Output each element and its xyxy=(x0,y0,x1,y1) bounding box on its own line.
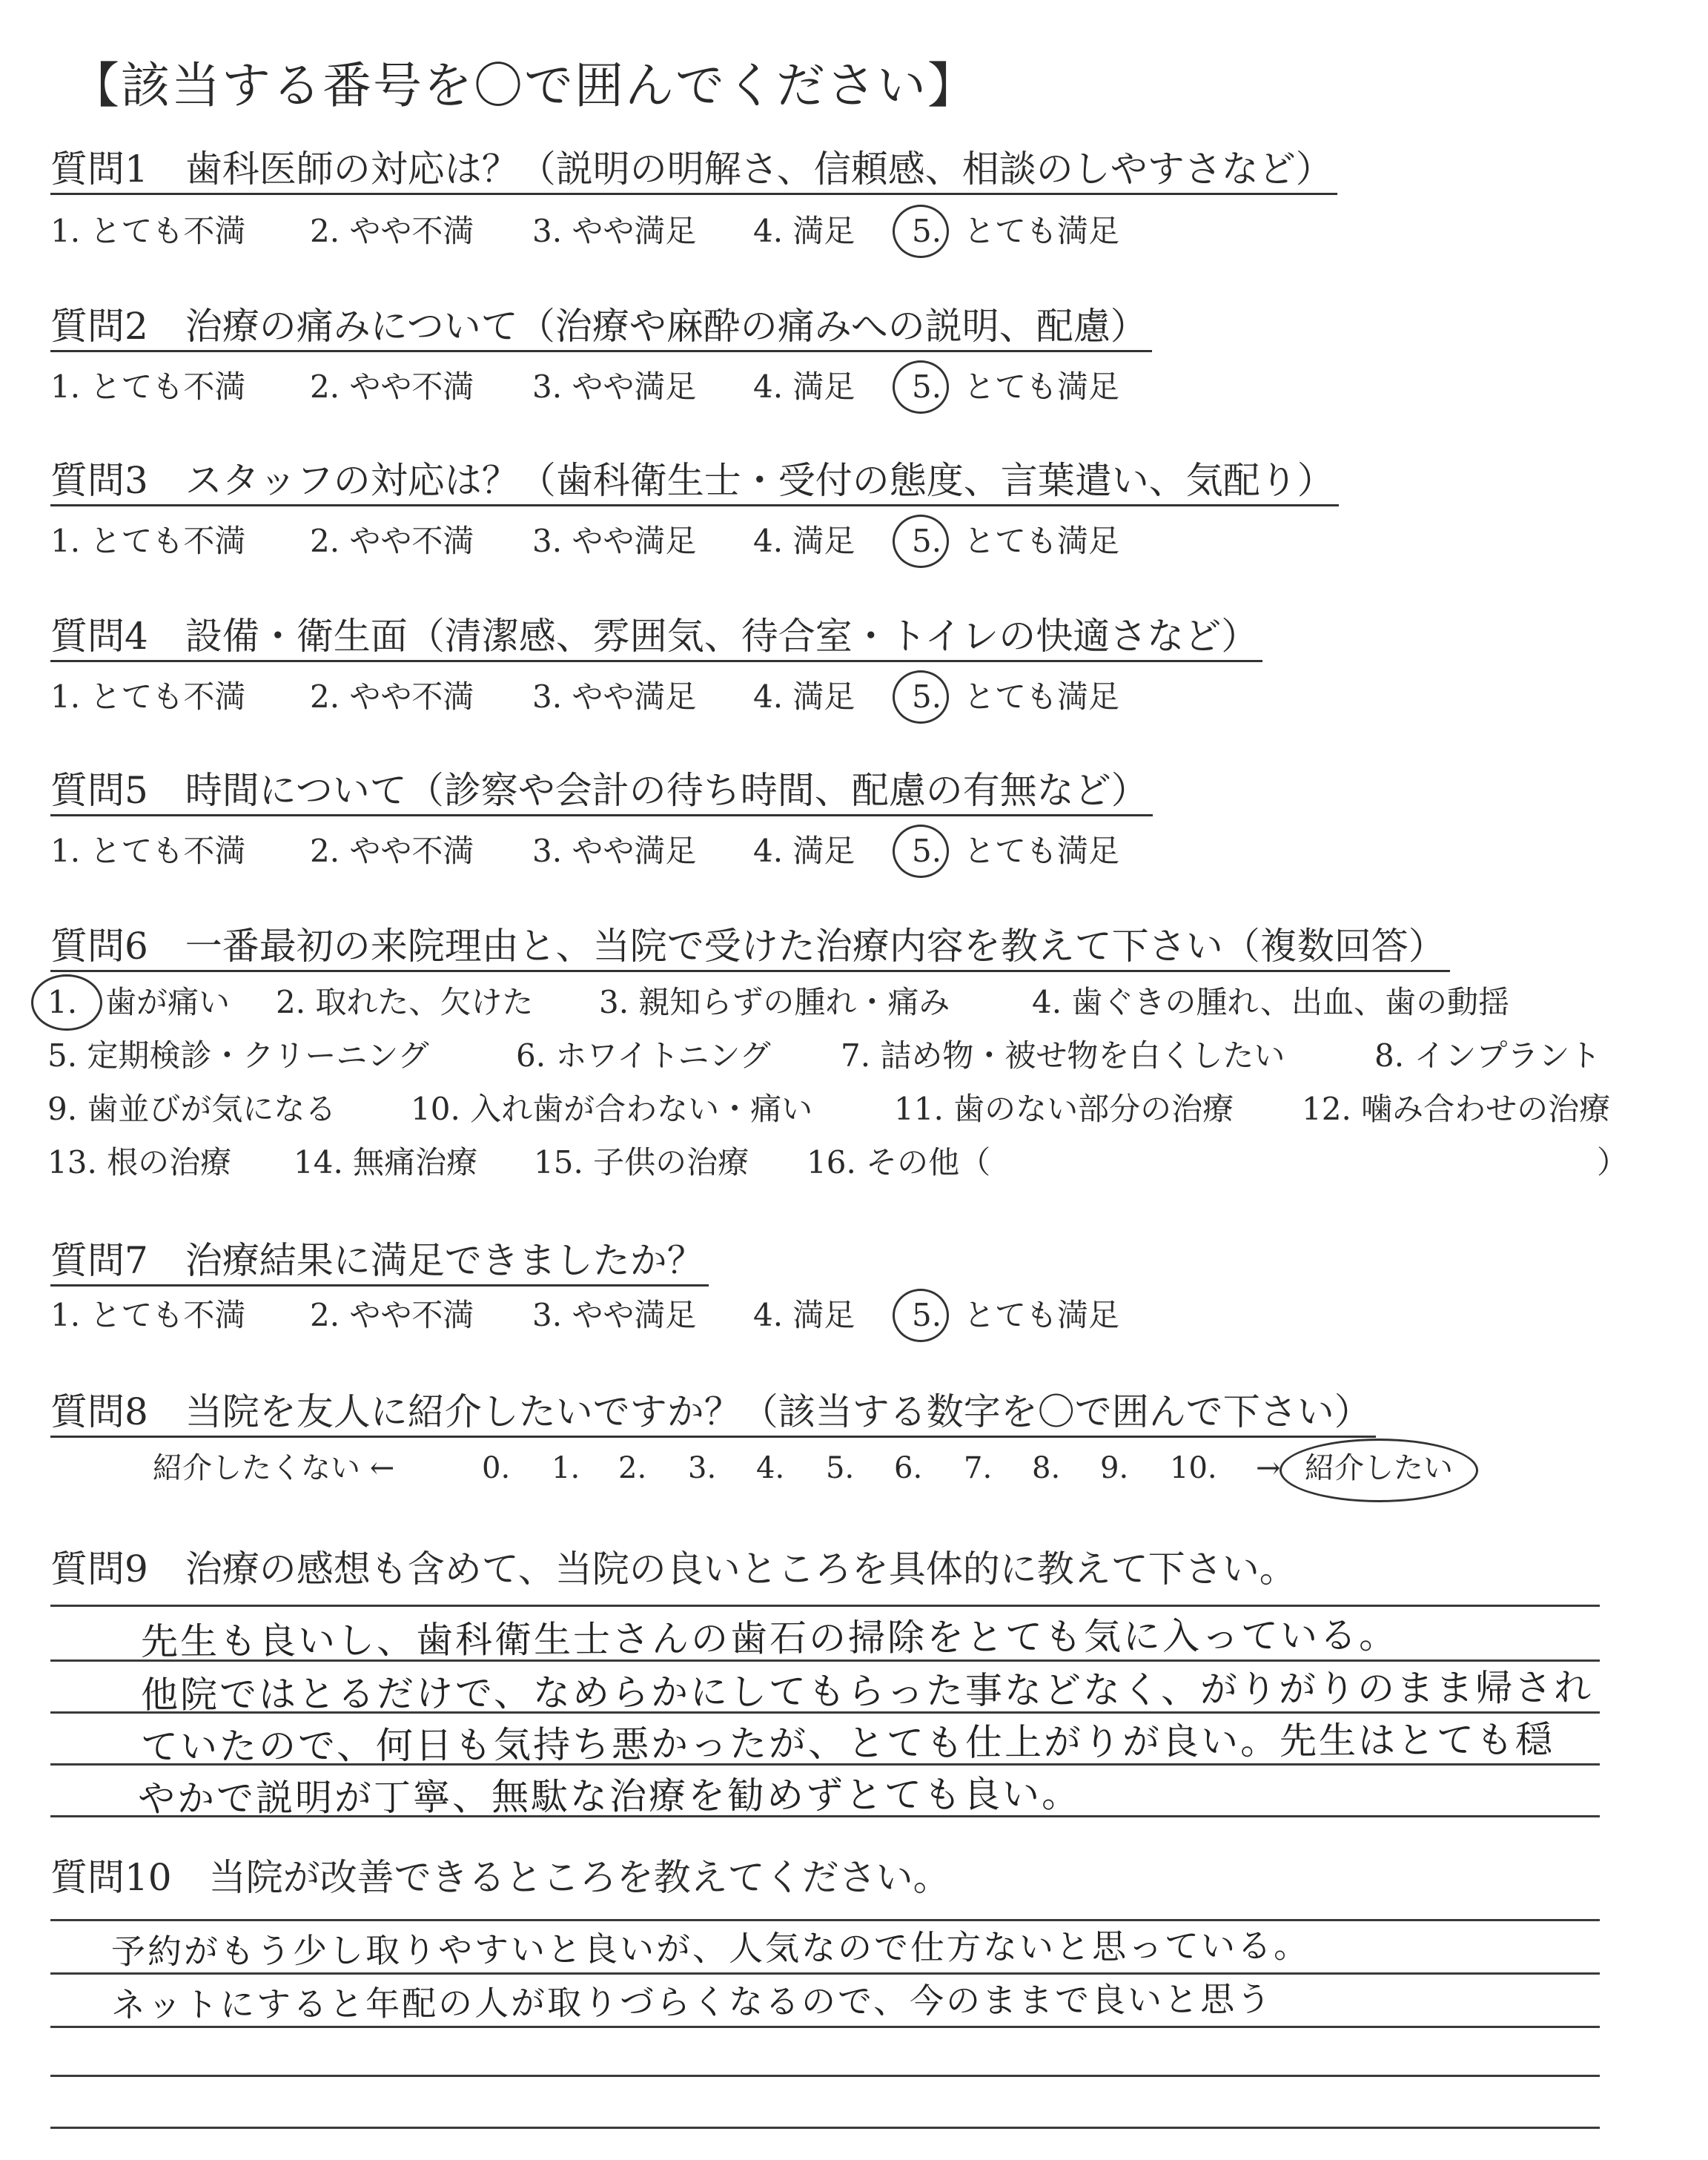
option-1[interactable]: 1. とても不満 xyxy=(50,678,246,715)
option-4[interactable]: 4. 満足 xyxy=(753,833,855,869)
scale-arrow: → xyxy=(1256,1451,1281,1485)
option-3[interactable]: 3. やや満足 xyxy=(532,523,697,559)
q9-answer-line-4[interactable]: やかで説明が丁寧、無駄な治療を勧めずとても良い。 xyxy=(137,1772,1082,1820)
option-1[interactable]: 1. とても不満 xyxy=(50,523,246,559)
option-3[interactable]: 3. やや満足 xyxy=(532,678,697,715)
scale-1[interactable]: 1. xyxy=(552,1451,580,1485)
reason-6[interactable]: 6. ホワイトニング xyxy=(516,1037,771,1074)
option-4[interactable]: 4. 満足 xyxy=(753,678,855,715)
option-2[interactable]: 2. やや不満 xyxy=(310,833,474,869)
option-5[interactable]: 5. xyxy=(912,1297,942,1333)
option-1[interactable]: 1. とても不満 xyxy=(50,833,246,869)
question-8-heading: 質問8 当院を友人に紹介したいですか？（該当する数字を〇で囲んで下さい） xyxy=(50,1390,1376,1438)
reason-10[interactable]: 10. 入れ歯が合わない・痛い xyxy=(411,1091,813,1127)
q9-answer-line-2[interactable]: 他院ではとるだけで、なめらかにしてもらった事などなく、がりがりのまま帰され xyxy=(140,1665,1594,1717)
option-2[interactable]: 2. やや不満 xyxy=(310,1297,474,1333)
option-3[interactable]: 3. やや満足 xyxy=(532,833,697,869)
reason-8[interactable]: 8. インプラント xyxy=(1374,1037,1601,1074)
option-5[interactable]: 5. xyxy=(912,523,942,559)
option-2[interactable]: 2. やや不満 xyxy=(310,678,474,715)
option-5[interactable]: 5. xyxy=(912,678,942,715)
q9-answer-line-1[interactable]: 先生も良いし、歯科衛生士さんの歯石の掃除をとても気に入っている。 xyxy=(140,1614,1399,1663)
option-2[interactable]: 2. やや不満 xyxy=(310,369,474,405)
reason-15[interactable]: 15. 子供の治療 xyxy=(534,1144,749,1180)
question-6-heading: 質問6 一番最初の来院理由と、当院で受けた治療内容を教えて下さい（複数回答） xyxy=(50,924,1450,972)
q9-answer-line-3[interactable]: ていたので、何日も気持ち悪かったが、とても仕上がりが良い。先生はとても穏 xyxy=(140,1718,1555,1768)
q10-answer-line-1[interactable]: 予約がもう少し取りやすいと良いが、人気なので仕方ないと思っている。 xyxy=(110,1925,1311,1972)
scale-2[interactable]: 2. xyxy=(618,1451,647,1485)
answer-line xyxy=(50,2127,1600,2129)
scale-10[interactable]: 10. xyxy=(1170,1451,1217,1485)
reason-16-close-paren: ） xyxy=(1597,1144,1629,1180)
question-9-heading: 質問9 治療の感想も含めて、当院の良いところを具体的に教えて下さい。 xyxy=(50,1548,1297,1591)
scale-9[interactable]: 9. xyxy=(1100,1451,1129,1485)
option-5-label: とても満足 xyxy=(964,523,1120,559)
question-4-heading: 質問4 設備・衛生面（清潔感、雰囲気、待合室・トイレの快適さなど） xyxy=(50,614,1262,662)
answer-line xyxy=(50,2075,1600,2077)
option-1[interactable]: 1. とても不満 xyxy=(50,1297,246,1333)
question-5-heading: 質問5 時間について（診察や会計の待ち時間、配慮の有無など） xyxy=(50,768,1153,816)
reason-1-number[interactable]: 1. xyxy=(47,984,78,1020)
scale-4[interactable]: 4. xyxy=(756,1451,785,1485)
option-5-label: とても満足 xyxy=(964,213,1120,249)
option-5-label: とても満足 xyxy=(964,369,1120,405)
scale-5[interactable]: 5. xyxy=(826,1451,855,1485)
option-4[interactable]: 4. 満足 xyxy=(753,369,855,405)
option-4[interactable]: 4. 満足 xyxy=(753,523,855,559)
option-5-label: とても満足 xyxy=(964,833,1120,869)
option-3[interactable]: 3. やや満足 xyxy=(532,369,697,405)
option-1[interactable]: 1. とても不満 xyxy=(50,213,246,249)
reason-16[interactable]: 16. その他（ xyxy=(807,1144,991,1180)
reason-2[interactable]: 2. 取れた、欠けた xyxy=(276,984,534,1020)
question-7-heading: 質問7 治療結果に満足できましたか？ xyxy=(50,1238,709,1287)
reason-9[interactable]: 9. 歯並びが気になる xyxy=(47,1091,337,1127)
option-2[interactable]: 2. やや不満 xyxy=(310,523,474,559)
question-2-heading: 質問2 治療の痛みについて（治療や麻酔の痛みへの説明、配慮） xyxy=(50,304,1152,352)
question-3-heading: 質問3 スタッフの対応は？（歯科衛生士・受付の態度、言葉遣い、気配り） xyxy=(50,458,1339,506)
reason-11[interactable]: 11. 歯のない部分の治療 xyxy=(894,1091,1234,1127)
option-4[interactable]: 4. 満足 xyxy=(753,213,855,249)
question-1-heading: 質問1 歯科医師の対応は？（説明の明解さ、信頼感、相談のしやすさなど） xyxy=(50,147,1337,195)
reason-4[interactable]: 4. 歯ぐきの腫れ、出血、歯の動揺 xyxy=(1032,984,1509,1020)
q10-answer-line-2[interactable]: ネットにすると年配の人が取りづらくなるので、今のままで良いと思う xyxy=(110,1978,1274,2025)
option-4[interactable]: 4. 満足 xyxy=(753,1297,855,1333)
reason-14[interactable]: 14. 無痛治療 xyxy=(294,1144,478,1180)
reason-13[interactable]: 13. 根の治療 xyxy=(47,1144,232,1180)
page-title: 【該当する番号を〇で囲んでください】 xyxy=(70,57,978,114)
scale-left-label: 紹介したくない ← xyxy=(153,1451,395,1485)
option-1[interactable]: 1. とても不満 xyxy=(50,369,246,405)
option-5[interactable]: 5. xyxy=(912,833,942,869)
scale-8[interactable]: 8. xyxy=(1032,1451,1061,1485)
option-2[interactable]: 2. やや不満 xyxy=(310,213,474,249)
reason-3[interactable]: 3. 親知らずの腫れ・痛み xyxy=(599,984,950,1020)
scale-right-label[interactable]: 紹介したい xyxy=(1305,1451,1453,1485)
option-3[interactable]: 3. やや満足 xyxy=(532,213,697,249)
reason-7[interactable]: 7. 詰め物・被せ物を白くしたい xyxy=(841,1037,1285,1074)
reason-5[interactable]: 5. 定期検診・クリーニング xyxy=(47,1037,429,1074)
option-5[interactable]: 5. xyxy=(912,369,942,405)
option-5-label: とても満足 xyxy=(964,678,1120,715)
option-5-label: とても満足 xyxy=(964,1297,1120,1333)
reason-1[interactable]: 歯が痛い xyxy=(105,984,231,1020)
scale-3[interactable]: 3. xyxy=(688,1451,717,1485)
scale-6[interactable]: 6. xyxy=(894,1451,923,1485)
question-10-heading: 質問10 当院が改善できるところを教えてください。 xyxy=(50,1856,950,1899)
option-5[interactable]: 5. xyxy=(912,213,942,249)
scale-7[interactable]: 7. xyxy=(964,1451,993,1485)
reason-12[interactable]: 12. 噛み合わせの治療 xyxy=(1302,1091,1611,1127)
scale-0[interactable]: 0. xyxy=(482,1451,511,1485)
option-3[interactable]: 3. やや満足 xyxy=(532,1297,697,1333)
